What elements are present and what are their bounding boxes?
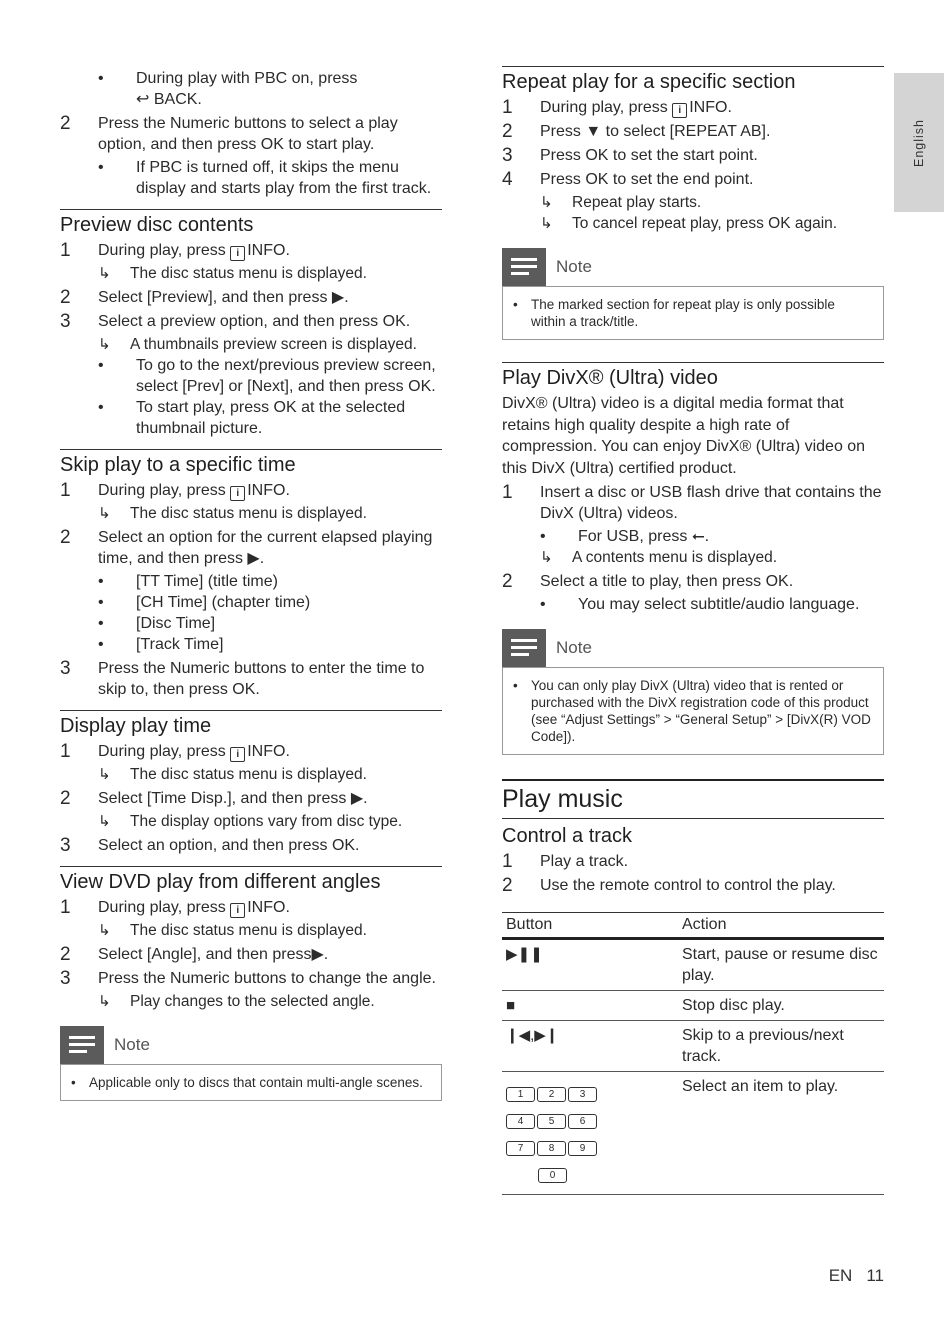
- repeat-section: Repeat play for a specific section 1 During play, press i INFO. 2 Press ▼ to select [REPEAT AB]. 3 Press OK to set the start point. 4 Press OK to set the end point. ↳ Repeat play starts. ↳ To cancel repeat play, press OK again. Note • The marked section for repeat play is only possible within a track/title.: [502, 66, 884, 340]
- section-title: Skip play to a specific time: [60, 454, 296, 476]
- play-pause-icon: ▶❚❚: [502, 939, 678, 991]
- info-icon: i: [230, 903, 245, 918]
- prev-next-icon: ❙◀,▶❙: [502, 1021, 678, 1072]
- step-2: 2 Press the Numeric buttons to select a play option, and then press OK to start play.: [60, 113, 398, 153]
- stop-icon: ■: [502, 991, 678, 1021]
- note-icon: [502, 248, 546, 286]
- pbc-bullet: • During play with PBC on, press ↩ BACK.: [98, 70, 358, 108]
- section-title: Display play time: [60, 715, 212, 737]
- table-row: ❙◀,▶❙ Skip to a previous/next track.: [502, 1021, 884, 1072]
- control-table: Button Action ▶❚❚ Start, pause or resume disc play. ■ Stop disc play. ❙◀,▶❙ Skip to a previous/next track. 1 2 3 4 5 6 7 8 9 0 Select an item to play.: [502, 912, 884, 1195]
- result-arrow-icon: ↳: [98, 993, 111, 1010]
- result-arrow-icon: ↳: [98, 922, 111, 939]
- result-arrow-icon: ↳: [540, 194, 553, 211]
- table-row: ■ Stop disc play.: [502, 991, 884, 1021]
- note-angles: Note • Applicable only to discs that contain multi-angle scenes.: [60, 1026, 442, 1101]
- table-row: ▶❚❚ Start, pause or resume disc play.: [502, 939, 884, 991]
- angles-section: View DVD play from different angles 1 During play, press i INFO. ↳ The disc status menu is displayed. 2 Select [Angle], and then press▶. 3 Press the Numeric buttons to change the angle. ↳ Play changes to the selected angle. Note • Applicable only to discs that contain multi-angle scenes.: [60, 866, 442, 1101]
- result-arrow-icon: ↳: [98, 813, 111, 830]
- note-divx: Note • You can only play DivX (Ultra) video that is rented or purchased with the DivX registration code of this product (see “Adjust Settings” > “General Setup” > [DivX(R) VOD Code]).: [502, 629, 884, 755]
- note-icon: [502, 629, 546, 667]
- note-repeat: Note • The marked section for repeat play is only possible within a track/title.: [502, 248, 884, 340]
- result-arrow-icon: ↳: [98, 505, 111, 522]
- section-title: View DVD play from different angles: [60, 871, 381, 893]
- section-title: Repeat play for a specific section: [502, 71, 796, 93]
- result-arrow-icon: ↳: [540, 549, 553, 566]
- table-row: 1 2 3 4 5 6 7 8 9 0 Select an item to play.: [502, 1072, 884, 1195]
- language-tab: English: [894, 73, 944, 212]
- numeric-keypad-icon: 1 2 3 4 5 6 7 8 9 0: [502, 1072, 678, 1195]
- result-arrow-icon: ↳: [98, 336, 111, 353]
- result-arrow-icon: ↳: [540, 215, 553, 232]
- info-icon: i: [230, 246, 245, 261]
- left-column: [60, 66, 442, 1101]
- section-title: Play DivX® (Ultra) video: [502, 367, 718, 389]
- back-icon: ↩: [136, 91, 150, 108]
- skip-section: Skip play to a specific time 1 During play, press i INFO. ↳ The disc status menu is displayed. 2 Select an option for the current elapsed playing time, and then press ▶. • [TT Time] (title time) • [CH Time] (chapter time) • [Disc Time] • [Track Time] 3 Press the Numeric buttons to enter the time to skip to, then press OK.: [60, 449, 442, 700]
- usb-icon: ⭠: [691, 528, 705, 545]
- play-music-section: Play music Control a track 1 Play a track. 2 Use the remote control to control the play. Button Action ▶❚❚ Start, pause or resume disc play. ■ Stop disc play. ❙◀,▶❙ Skip to a previous/next track. 1 2 3 4 5 6 7 8 9 0 Select an item to play.: [502, 779, 884, 1195]
- info-icon: i: [672, 103, 687, 118]
- divx-section: Play DivX® (Ultra) video DivX® (Ultra) video is a digital media format that retains high quality despite a high rate of compression. You can enjoy DivX® (Ultra) video on this DivX (Ultra) certified product. 1 Insert a disc or USB flash drive that contains the DivX (Ultra) videos. • For USB, press ⭠. ↳ A contents menu is displayed. 2 Select a title to play, then press OK. • You may select subtitle/audio language. Note • You can only play DivX (Ultra) video that is rented or purchased with the DivX registration code of this product (see “Adjust Settings” > “General Setup” > [DivX(R) VOD Code]).: [502, 362, 884, 755]
- pbc-off-bullet: • If PBC is turned off, it skips the menu display and starts play from the first track.: [98, 159, 432, 197]
- display-section: Display play time 1 During play, press i INFO. ↳ The disc status menu is displayed. 2 Select [Time Disp.], and then press ▶. ↳ The display options vary from disc type. 3 Select an option, and then press OK.: [60, 710, 442, 856]
- preview-section: Preview disc contents 1 During play, press i INFO. ↳ The disc status menu is displayed. 2 Select [Preview], and then press ▶. 3 Select a preview option, and then press OK. ↳ A thumbnails preview screen is displayed. • To go to the next/previous preview screen, select [Prev] or [Next], and then press OK. • To start play, press OK at the selected thumbnail picture.: [60, 209, 442, 439]
- chapter-title: Play music: [502, 785, 884, 819]
- info-icon: i: [230, 486, 245, 501]
- info-icon: i: [230, 747, 245, 762]
- section-title: Preview disc contents: [60, 214, 254, 236]
- result-arrow-icon: ↳: [98, 766, 111, 783]
- right-column: [502, 66, 884, 1195]
- page-footer: EN 11: [828, 1266, 884, 1285]
- section-title: Control a track: [502, 825, 633, 847]
- note-icon: [60, 1026, 104, 1064]
- intro-block: [60, 68, 442, 199]
- result-arrow-icon: ↳: [98, 265, 111, 282]
